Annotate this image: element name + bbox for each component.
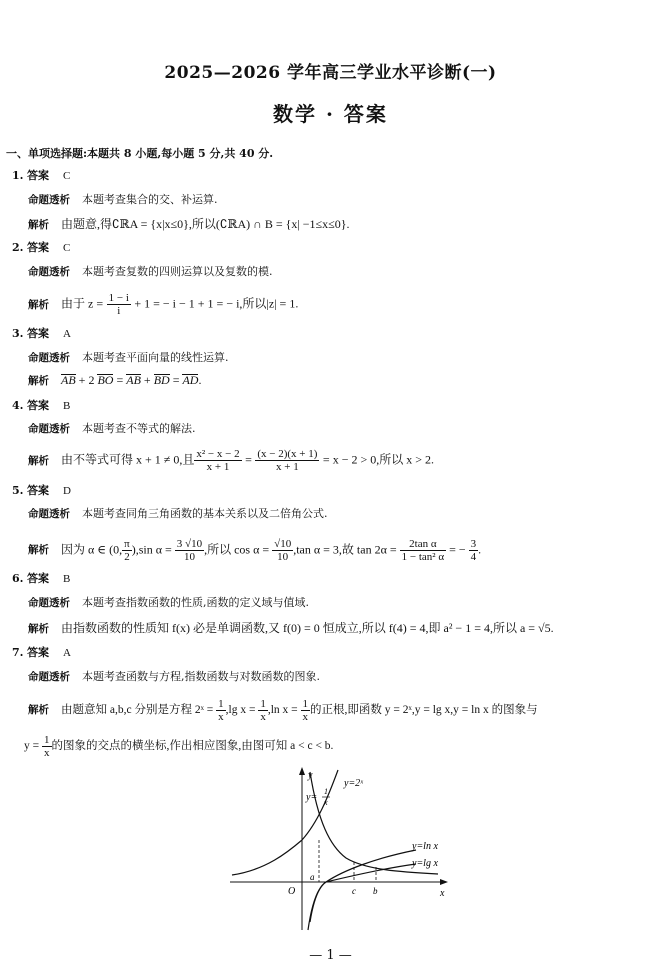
section-heading: 一、单项选择题:本题共 8 小题,每小题 5 分,共 40 分. bbox=[6, 147, 274, 160]
q1-intent: 命题透析 本题考查集合的交、补运算. bbox=[28, 193, 218, 206]
q7-analysis-cont: y = $\frac{1}{x}$ 的图象的交点的横坐标,作出相应图象,由图可知 a < c < b. bbox=[24, 734, 334, 759]
q5-intent: 命题透析 本题考查同角三角函数的基本关系以及二倍角公式. bbox=[28, 507, 328, 520]
label-recip-num: 1 bbox=[324, 787, 328, 796]
q2-analysis: 解析 由于 z = $\frac{1 - i}{i}$ + 1 = − i − 1 + 1 = − i,所以|z| = 1. bbox=[28, 292, 299, 317]
origin-label: O bbox=[288, 886, 296, 897]
q4-answer: 4. 答案 B bbox=[12, 399, 71, 412]
x-axis-label: x bbox=[440, 888, 445, 899]
label-c: c bbox=[352, 886, 356, 896]
q5-answer: 5. 答案 D bbox=[12, 484, 71, 497]
q6-analysis: 解析 由指数函数的性质知 f(x) 必是单调函数,又 f(0) = 0 恒成立,所以 f(4) = 4,即 a² − 1 = 4,所以 a = √5. bbox=[28, 621, 554, 635]
q1-analysis: 解析 由题意,得∁ℝA = {x|x≤0},所以(∁ℝA) ∩ B = {x| −1≤x≤0}. bbox=[28, 217, 350, 231]
x-axis-arrow-icon bbox=[440, 879, 448, 885]
q6-answer: 6. 答案 B bbox=[12, 572, 71, 585]
label-ln: y=ln x bbox=[412, 841, 438, 852]
q4-intent: 命题透析 本题考查不等式的解法. bbox=[28, 422, 196, 435]
fraction: $\frac{1 - i}{i}$ bbox=[108, 292, 129, 317]
q7-answer: 7. 答案 A bbox=[12, 646, 71, 659]
label-a: a bbox=[310, 872, 315, 882]
q7-analysis: 解析 由题意知 a,b,c 分别是方程 2ˣ = $\frac{1}{x}$ ,lg x = $\frac{1}{x}$ ,ln x = $\frac{1}{x}$ 的正根,即函数 y = 2ˣ,y = lg x,y = ln x 的图象与 bbox=[28, 698, 538, 723]
label-exp: y=2ˣ bbox=[344, 778, 364, 789]
curve-ln bbox=[308, 850, 416, 930]
q1-answer bbox=[12, 168, 70, 184]
answer-label: 答案 bbox=[26, 169, 49, 182]
curve-lg bbox=[310, 864, 416, 922]
q2-answer: 2. 答案 C bbox=[12, 241, 71, 254]
page-title: 2025—2026 学年高三学业水平诊断(一) bbox=[164, 63, 497, 83]
q-number: 1. bbox=[12, 169, 24, 182]
label-recip: y= bbox=[306, 792, 318, 803]
y-axis-arrow-icon bbox=[299, 767, 305, 775]
q6-intent: 命题透析 本题考查指数函数的性质,函数的定义域与值域. bbox=[28, 596, 309, 609]
q2-intent: 命题透析 本题考查复数的四则运算以及复数的模. bbox=[28, 265, 273, 278]
q5-analysis: 解析 因为 α ∈ (0, $\frac{\pi}{2}$ ),sin α = $\frac{3 √10}{10}$ ,所以 cos α = $\frac{√10}{10}$ ,tan α = 3,故 tan 2α = $\frac{\text{2tan α}}{\text{1 − tan² α}}$ = − $\frac{3}{4}$ . bbox=[28, 538, 482, 563]
q7-intent: 命题透析 本题考查函数与方程,指数函数与对数函数的图象. bbox=[28, 670, 320, 683]
function-graph bbox=[226, 762, 452, 934]
y-axis-label: y bbox=[308, 770, 313, 781]
label-b: b bbox=[373, 886, 378, 896]
page-subtitle: 数学 · 答案 bbox=[273, 102, 388, 126]
label-lg: y=lg x bbox=[412, 858, 438, 869]
answer-choice: C bbox=[62, 170, 71, 182]
q3-answer: 3. 答案 A bbox=[12, 327, 71, 340]
page-number: — 1 — bbox=[309, 948, 352, 963]
q3-intent: 命题透析 本题考查平面向量的线性运算. bbox=[28, 351, 229, 364]
label-recip-den: x bbox=[324, 798, 328, 807]
q3-analysis: 解析 AB + 2 BO = AB + BD = AD. bbox=[28, 373, 202, 387]
q4-analysis: 解析 由不等式可得 x + 1 ≠ 0,且 $\frac{\text{x² − x − 2}}{x + 1}$ = $\frac{(x - 2)(x + 1)}{x + 1}$ = x − 2 > 0,所以 x > 2. bbox=[28, 448, 434, 473]
